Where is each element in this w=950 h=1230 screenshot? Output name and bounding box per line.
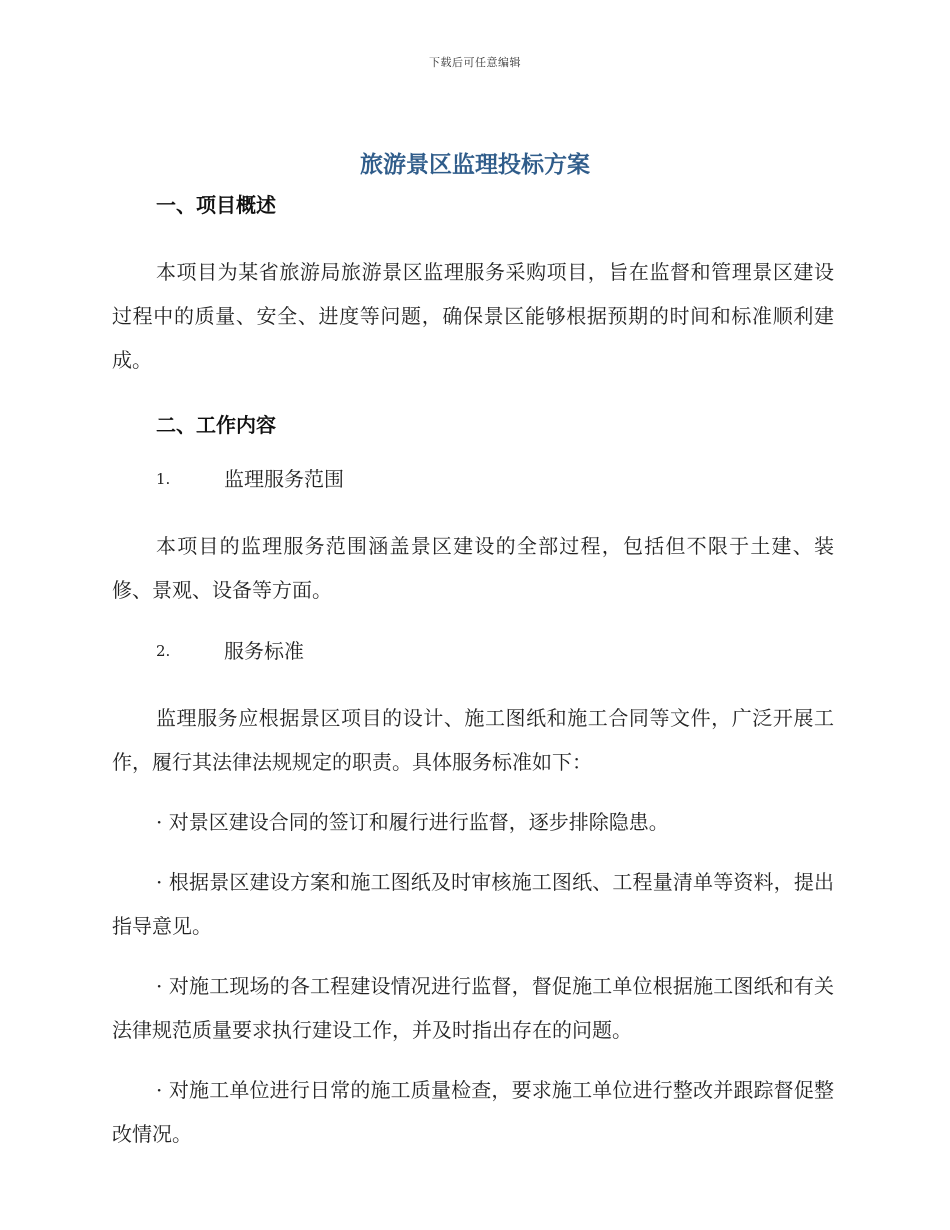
bullet-item: · 对景区建设合同的签订和履行进行监督，逐步排除隐患。 bbox=[156, 810, 669, 834]
subsection-label: 服务标准 bbox=[224, 639, 304, 663]
subsection-number: 1. bbox=[156, 470, 171, 488]
subsection-label: 监理服务范围 bbox=[224, 467, 344, 491]
overview-paragraph: 本项目为某省旅游局旅游景区监理服务采购项目，旨在监督和管理景区建设过程中的质量、安全、进度等问题，确保景区能够根据预期的时间和标准顺利建成。 bbox=[112, 260, 834, 372]
subsection-service-standard bbox=[112, 636, 834, 666]
service-scope-paragraph: 本项目的监理服务范围涵盖景区建设的全部过程，包括但不限于土建、装修、景观、设备等方面。 bbox=[112, 534, 834, 602]
header-note: 下载后可任意编辑 bbox=[429, 56, 521, 69]
subsection-number: 2. bbox=[156, 642, 171, 660]
service-standard-paragraph: 监理服务应根据景区项目的设计、施工图纸和施工合同等文件，广泛开展工作，履行其法律法规规定的职责。具体服务标准如下： bbox=[112, 706, 834, 774]
subsection-service-scope bbox=[112, 464, 834, 494]
bullet-item: · 根据景区建设方案和施工图纸及时审核施工图纸、工程量清单等资料，提出指导意见。 bbox=[112, 870, 834, 938]
document-body bbox=[112, 190, 834, 1156]
section-heading-overview: 一、项目概述 bbox=[156, 193, 276, 217]
bullet-item: · 对施工单位进行日常的施工质量检查，要求施工单位进行整改并跟踪督促整改情况。 bbox=[112, 1078, 834, 1146]
section-heading-work-content: 二、工作内容 bbox=[156, 413, 276, 437]
bullet-item: · 对施工现场的各工程建设情况进行监督，督促施工单位根据施工图纸和有关法律规范质量要求执行建设工作，并及时指出存在的问题。 bbox=[112, 974, 834, 1042]
document-title: 旅游景区监理投标方案 bbox=[360, 152, 590, 178]
